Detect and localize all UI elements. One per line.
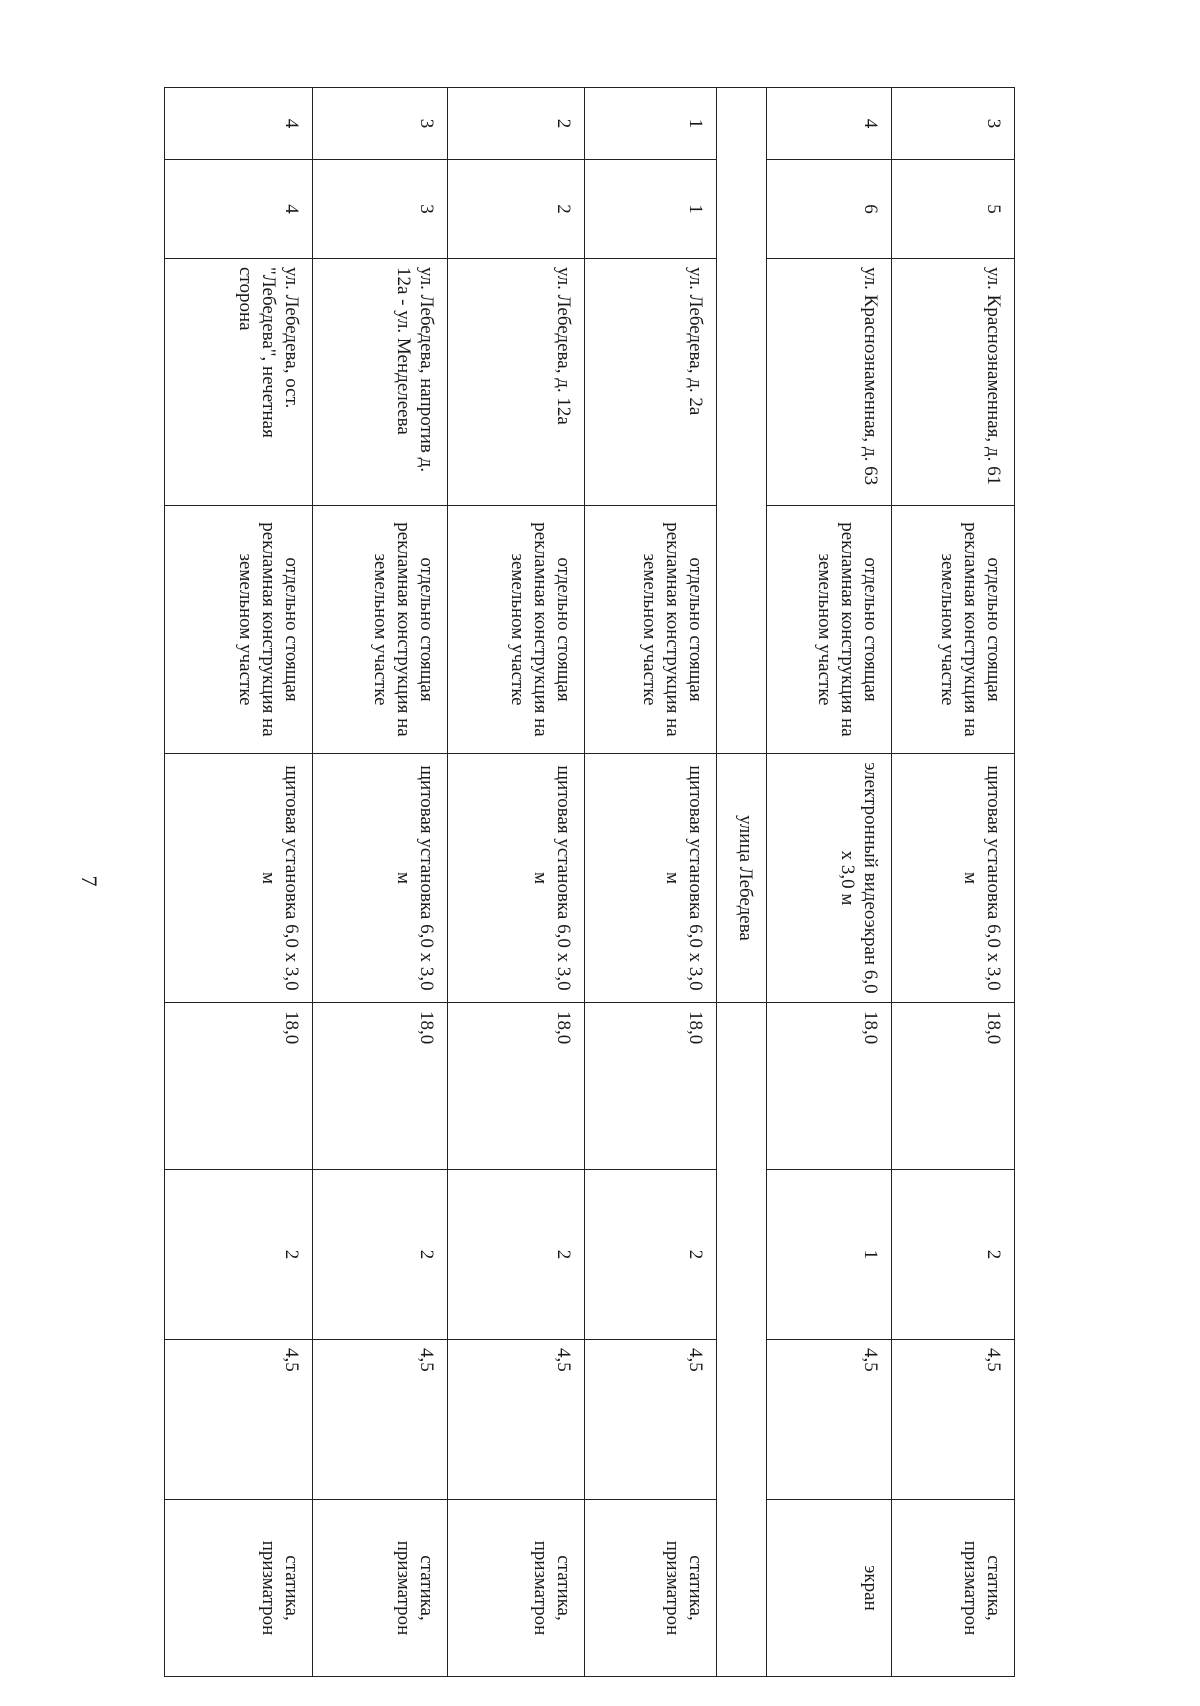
item-number: 6 <box>767 160 892 259</box>
row-number: 2 <box>448 88 585 160</box>
sides-cell: 2 <box>585 1170 717 1340</box>
table-row <box>448 88 585 1677</box>
row-number: 1 <box>585 88 717 160</box>
address-cell: ул. Лебедева, напротив д. 12а - ул. Менделеева <box>313 259 448 506</box>
item-number: 1 <box>585 160 717 259</box>
address-cell: ул. Краснознаменная, д. 61 <box>892 259 1015 506</box>
table-row <box>165 88 313 1677</box>
rotated-table-wrapper <box>165 87 1015 1676</box>
area-cell: 18,0 <box>448 1003 585 1170</box>
structure-type-cell: отдельно стоящая рекламная конструкция на земельном участке <box>892 506 1015 754</box>
area-cell: 18,0 <box>165 1003 313 1170</box>
value-cell: 4,5 <box>767 1340 892 1500</box>
structure-type-cell: отдельно стоящая рекламная конструкция на земельном участке <box>165 506 313 754</box>
address-cell: ул. Краснознаменная, д. 63 <box>767 259 892 506</box>
technology-cell: статика, призматрон <box>892 1500 1015 1677</box>
row-number: 4 <box>767 88 892 160</box>
structure-type-cell: отдельно стоящая рекламная конструкция на земельном участке <box>585 506 717 754</box>
value-cell: 4,5 <box>585 1340 717 1500</box>
size-cell: щитовая установка 6,0 х 3,0 м <box>892 754 1015 1003</box>
size-cell: щитовая установка 6,0 х 3,0 м <box>585 754 717 1003</box>
technology-cell: статика, призматрон <box>585 1500 717 1677</box>
value-cell: 4,5 <box>892 1340 1015 1500</box>
row-number: 3 <box>313 88 448 160</box>
item-number: 4 <box>165 160 313 259</box>
table-row <box>313 88 448 1677</box>
item-number: 2 <box>448 160 585 259</box>
table-row <box>585 88 717 1677</box>
page-number: 7 <box>77 875 102 887</box>
area-cell: 18,0 <box>313 1003 448 1170</box>
area-cell: 18,0 <box>767 1003 892 1170</box>
area-cell: 18,0 <box>892 1003 1015 1170</box>
sides-cell: 2 <box>313 1170 448 1340</box>
structure-type-cell: отдельно стоящая рекламная конструкция на земельном участке <box>767 506 892 754</box>
technology-cell: статика, призматрон <box>448 1500 585 1677</box>
sides-cell: 2 <box>165 1170 313 1340</box>
table-row <box>767 88 892 1677</box>
size-cell: щитовая установка 6,0 х 3,0 м <box>448 754 585 1003</box>
area-cell: 18,0 <box>585 1003 717 1170</box>
size-cell: щитовая установка 6,0 х 3,0 м <box>165 754 313 1003</box>
size-cell: электронный видеоэкран 6,0 х 3,0 м <box>767 754 892 1003</box>
sides-cell: 2 <box>448 1170 585 1340</box>
advertising-structures-table <box>164 87 1015 1677</box>
address-cell: ул. Лебедева, д. 2а <box>585 259 717 506</box>
section-spacer <box>717 1003 767 1677</box>
structure-type-cell: отдельно стоящая рекламная конструкция на земельном участке <box>448 506 585 754</box>
technology-cell: статика, призматрон <box>313 1500 448 1677</box>
value-cell: 4,5 <box>313 1340 448 1500</box>
size-cell: щитовая установка 6,0 х 3,0 м <box>313 754 448 1003</box>
section-spacer <box>717 88 767 754</box>
sides-cell: 2 <box>892 1170 1015 1340</box>
item-number: 5 <box>892 160 1015 259</box>
address-cell: ул. Лебедева, д. 12а <box>448 259 585 506</box>
value-cell: 4,5 <box>448 1340 585 1500</box>
address-cell: ул. Лебедева, ост. "Лебедева", нечетная сторона <box>165 259 313 506</box>
row-number: 3 <box>892 88 1015 160</box>
row-number: 4 <box>165 88 313 160</box>
section-title: улица Лебедева <box>717 754 767 1003</box>
rotated-table <box>165 87 1015 1676</box>
sides-cell: 1 <box>767 1170 892 1340</box>
section-header-row <box>717 88 767 1677</box>
structure-type-cell: отдельно стоящая рекламная конструкция на земельном участке <box>313 506 448 754</box>
technology-cell: статика, призматрон <box>165 1500 313 1677</box>
value-cell: 4,5 <box>165 1340 313 1500</box>
item-number: 3 <box>313 160 448 259</box>
table-row <box>892 88 1015 1677</box>
technology-cell: экран <box>767 1500 892 1677</box>
